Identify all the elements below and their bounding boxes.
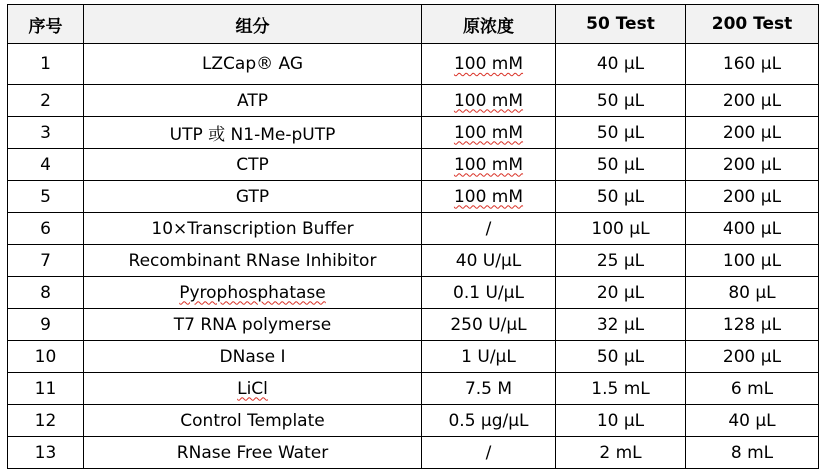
volume-200-cell: 8 mL <box>686 437 819 469</box>
volume-200-cell: 200 μL <box>686 85 819 117</box>
row-index: 4 <box>8 149 84 181</box>
row-index: 2 <box>8 85 84 117</box>
table-row <box>8 213 819 245</box>
table-row <box>8 245 819 277</box>
component-cell: Control Template <box>84 405 422 437</box>
header-200-test: 200 Test <box>686 5 819 44</box>
row-index: 12 <box>8 405 84 437</box>
concentration-cell: 250 U/μL <box>422 309 556 341</box>
volume-50-cell: 10 μL <box>556 405 686 437</box>
volume-50-cell: 50 μL <box>556 149 686 181</box>
volume-50-cell: 50 μL <box>556 181 686 213</box>
concentration-cell: / <box>422 437 556 469</box>
component-cell: T7 RNA polymerse <box>84 309 422 341</box>
reagent-table <box>7 4 819 469</box>
table-header-row <box>8 5 819 44</box>
volume-50-cell: 50 μL <box>556 341 686 373</box>
component-cell: LiCl <box>84 373 422 405</box>
volume-50-cell: 100 μL <box>556 213 686 245</box>
row-index: 7 <box>8 245 84 277</box>
component-cell: Pyrophosphatase <box>84 277 422 309</box>
table-row <box>8 44 819 85</box>
volume-200-cell: 128 μL <box>686 309 819 341</box>
header-concentration: 原浓度 <box>422 5 556 44</box>
header-index: 序号 <box>8 5 84 44</box>
concentration-cell: 100 mM <box>422 44 556 85</box>
component-cell: RNase Free Water <box>84 437 422 469</box>
volume-200-cell: 200 μL <box>686 117 819 149</box>
concentration-cell: 1 U/μL <box>422 341 556 373</box>
row-index: 13 <box>8 437 84 469</box>
row-index: 11 <box>8 373 84 405</box>
volume-50-cell: 32 μL <box>556 309 686 341</box>
volume-50-cell: 20 μL <box>556 277 686 309</box>
volume-50-cell: 2 mL <box>556 437 686 469</box>
component-cell: GTP <box>84 181 422 213</box>
table-row <box>8 181 819 213</box>
volume-200-cell: 40 μL <box>686 405 819 437</box>
concentration-cell: 7.5 M <box>422 373 556 405</box>
volume-200-cell: 160 μL <box>686 44 819 85</box>
volume-200-cell: 200 μL <box>686 341 819 373</box>
volume-50-cell: 50 μL <box>556 85 686 117</box>
row-index: 1 <box>8 44 84 85</box>
concentration-cell: / <box>422 213 556 245</box>
component-cell: DNase I <box>84 341 422 373</box>
table-row <box>8 117 819 149</box>
concentration-cell: 100 mM <box>422 117 556 149</box>
volume-200-cell: 100 μL <box>686 245 819 277</box>
volume-200-cell: 200 μL <box>686 181 819 213</box>
row-index: 3 <box>8 117 84 149</box>
table-row <box>8 149 819 181</box>
concentration-cell: 0.5 μg/μL <box>422 405 556 437</box>
volume-200-cell: 200 μL <box>686 149 819 181</box>
volume-50-cell: 40 μL <box>556 44 686 85</box>
volume-200-cell: 400 μL <box>686 213 819 245</box>
header-component: 组分 <box>84 5 422 44</box>
row-index: 6 <box>8 213 84 245</box>
row-index: 5 <box>8 181 84 213</box>
component-cell: ATP <box>84 85 422 117</box>
table-row <box>8 277 819 309</box>
concentration-cell: 100 mM <box>422 85 556 117</box>
volume-200-cell: 6 mL <box>686 373 819 405</box>
row-index: 10 <box>8 341 84 373</box>
component-cell: CTP <box>84 149 422 181</box>
table-row <box>8 437 819 469</box>
table-row <box>8 309 819 341</box>
component-cell: LZCap® AG <box>84 44 422 85</box>
table-row <box>8 341 819 373</box>
component-cell: Recombinant RNase Inhibitor <box>84 245 422 277</box>
concentration-cell: 100 mM <box>422 181 556 213</box>
concentration-cell: 0.1 U/μL <box>422 277 556 309</box>
concentration-cell: 40 U/μL <box>422 245 556 277</box>
concentration-cell: 100 mM <box>422 149 556 181</box>
component-cell: UTP 或 N1-Me-pUTP <box>84 117 422 149</box>
volume-200-cell: 80 μL <box>686 277 819 309</box>
header-50-test: 50 Test <box>556 5 686 44</box>
table-row <box>8 373 819 405</box>
component-cell: 10×Transcription Buffer <box>84 213 422 245</box>
row-index: 8 <box>8 277 84 309</box>
row-index: 9 <box>8 309 84 341</box>
table-row <box>8 85 819 117</box>
volume-50-cell: 50 μL <box>556 117 686 149</box>
volume-50-cell: 1.5 mL <box>556 373 686 405</box>
table-row <box>8 405 819 437</box>
volume-50-cell: 25 μL <box>556 245 686 277</box>
